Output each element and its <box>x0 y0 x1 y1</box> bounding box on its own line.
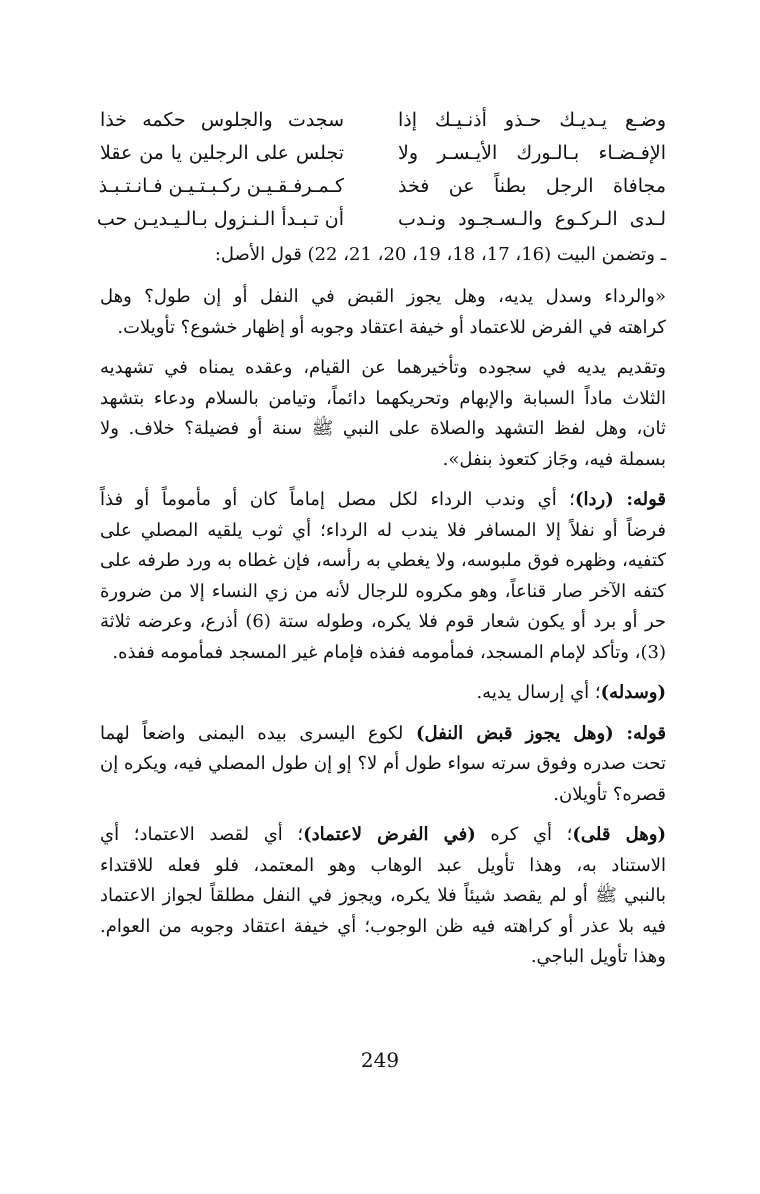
verse-first-hemistich: وضـع يـديـك حـذو أذنـيـك إذا <box>398 109 666 131</box>
text-line: ثان، وهل لفظ التشهد والصلاة على النبي ﷺ سنة أو فضيلة؟ خلاف. ولا <box>100 418 666 439</box>
text-line: فيه بلا عذر أو كراهته فيه ظن الوجوب؛ أي خيفة اعتقاد وجوبه من العوام. <box>100 915 666 937</box>
verse-second-hemistich: سجدت والجلوس حكمه خذا <box>100 109 344 131</box>
text-line: كتفيه، وظهره فوق ملبوسه، ولا يغطي به رأسه، فإن غطاه به ورد طرفه على <box>100 550 666 571</box>
text-fragment: ؛ أي لقصد الاعتماد؛ أي <box>100 824 304 845</box>
text-line: قصره؟ تأويلان. <box>553 783 666 805</box>
text-line <box>100 719 666 750</box>
commentary-term: (ردا) <box>575 489 614 510</box>
verse-first-hemistich: لـدى الـركـوع والـسـجـود ونـدب <box>398 208 666 230</box>
commentary-paragraph <box>100 719 666 811</box>
text-line: «والرداء وسدل يديه، وهل يجوز القبض في النفل أو إن طول؟ وهل <box>100 286 666 307</box>
verse-second-hemistich: أن تـبـدأ الـنـزول بـالـيـديـن حب <box>96 208 344 230</box>
text-line: بسملة فيه، وجَاز كتعوذ بنفل». <box>442 448 666 470</box>
text-fragment: ؛ أي وندب الرداء لكل مصل إماماً كان أو مأموماً أو فذاً <box>100 489 575 510</box>
commentary-lead: قوله: <box>626 489 666 510</box>
text-line: كراهته في الفرض للاعتماد أو خيفة اعتقاد وجوبه أو إظهار خشوع؟ تأويلات. <box>117 316 666 338</box>
text-line: وهذا تأويل الباجي. <box>530 946 666 967</box>
quoted-text-paragraph <box>100 282 666 343</box>
commentary-term: (وسدله) <box>600 682 666 703</box>
verse-row <box>100 104 666 137</box>
verse-row <box>100 137 666 170</box>
text-line <box>100 485 666 516</box>
text-line <box>100 678 666 709</box>
commentary-lead: قوله: <box>626 722 666 744</box>
verse-row <box>96 203 666 236</box>
verses-note: ـ وتضمن البيت (16، 17، 18، 19، 20، 21، 22) قول الأصل: <box>214 244 666 265</box>
text-line: الاستناد به، وهذا تأويل عبد الوهاب وهو المعتمد، فلو فعله للاقتداء <box>100 854 666 876</box>
text-line: فرضاً أو نفلاً إلا المسافر فلا يندب له الرداء؛ أي ثوب يلقيه المصلي على <box>100 519 666 541</box>
text-fragment: ؛ أي كره <box>475 824 573 845</box>
text-fragment: ؛ أي إرسال يديه. <box>476 682 601 703</box>
verse-block <box>96 104 666 236</box>
text-line: حر أو برد أو يكون شعار قوم فلا يكره، وطوله ستة (6) أذرع، وعرضه ثلاثة <box>100 611 667 632</box>
page-content <box>96 104 667 983</box>
commentary-paragraph <box>100 485 666 668</box>
verse-second-hemistich: تجلس على الرجلين يا من عقلا <box>100 142 344 164</box>
text-line: تحت صدره وفوق سرته سواء طول أم لا؟ إو إن طول المصلي فيه، ويكره إن <box>100 753 666 774</box>
verse-first-hemistich: الإفـضـاء بـالـورك الأيـسـر ولا <box>398 142 666 164</box>
text-line: بالنبي ﷺ أو لم يقصد شيئاً فلا يكره، ويجوز في النفل مطلقاً لجواز الاعتماد <box>100 885 666 906</box>
text-line: وتقديم يديه في سجوده وتأخيرهما عن القيام، وعقده يمناه في تشهديه <box>100 357 666 378</box>
text-line <box>100 820 666 851</box>
commentary-term: (وهل يجوز قبض النفل) <box>416 722 614 744</box>
text-line: كتفه الآخر صار قناعاً، وهو مكروه للرجال لأنه من زي النساء إلا من ضرورة <box>100 580 666 602</box>
text-line: (3)، وتأكد لإمام المسجد، فمأمومه ففذه فإمام غير المسجد فمأمومه ففذه. <box>112 641 666 663</box>
page-number: 249 <box>360 1048 400 1072</box>
commentary-paragraph <box>100 678 666 709</box>
quoted-text-paragraph <box>100 353 666 475</box>
verse-row <box>100 170 666 203</box>
verse-second-hemistich: كـمـرفـقـيـن ركـبـتـيـن فـانـتـبـذ <box>98 175 344 197</box>
commentary-term: (وهل قلى) <box>572 824 666 845</box>
text-line: الثلاث ماداً السبابة والإبهام وتحريكهما دائماً، وتيامن بالسلام ودعاء بتشهد <box>100 387 666 409</box>
verse-first-hemistich: مجافاة الرجل بطناً عن فخذ <box>398 175 666 197</box>
commentary-paragraph <box>100 820 666 973</box>
commentary-term: (في الفرض لاعتماد) <box>303 824 476 845</box>
text-fragment: لكوع اليسرى بيده اليمنى واضعاً لهما <box>100 722 417 744</box>
